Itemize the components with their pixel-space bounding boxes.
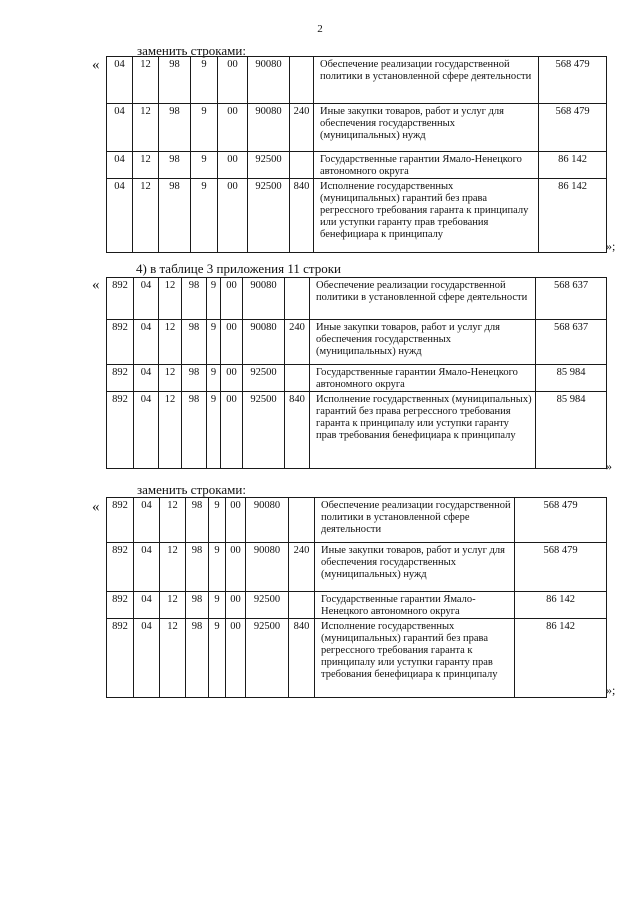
code-cell: 240 bbox=[290, 104, 314, 152]
code-cell: 892 bbox=[107, 543, 134, 592]
code-cell: 98 bbox=[186, 543, 209, 592]
code-cell: 12 bbox=[159, 392, 182, 469]
description-cell: Иные закупки товаров, работ и услуг для обеспечения государственных (муниципальных) нужд bbox=[310, 320, 536, 365]
code-cell: 00 bbox=[218, 152, 248, 179]
code-cell: 00 bbox=[221, 278, 243, 320]
amount-cell: 86 142 bbox=[515, 619, 607, 698]
code-cell: 92500 bbox=[246, 592, 289, 619]
budget-table bbox=[106, 56, 607, 253]
description-cell: Государственные гарантии Ямало-Ненецкого автономного округа bbox=[314, 152, 539, 179]
amount-cell: 86 142 bbox=[539, 179, 607, 253]
code-cell: 840 bbox=[290, 179, 314, 253]
code-cell: 840 bbox=[289, 619, 315, 698]
code-cell: 00 bbox=[226, 592, 246, 619]
table-row bbox=[107, 152, 607, 179]
code-cell: 92500 bbox=[243, 365, 285, 392]
code-cell: 92500 bbox=[243, 392, 285, 469]
amount-cell: 568 637 bbox=[536, 278, 607, 320]
code-cell: 04 bbox=[107, 152, 133, 179]
code-cell: 12 bbox=[133, 152, 159, 179]
code-cell: 892 bbox=[107, 365, 134, 392]
code-cell: 12 bbox=[159, 320, 182, 365]
code-cell: 892 bbox=[107, 320, 134, 365]
code-cell: 12 bbox=[159, 278, 182, 320]
code-cell bbox=[290, 152, 314, 179]
code-cell bbox=[290, 57, 314, 104]
code-cell: 00 bbox=[218, 57, 248, 104]
code-cell: 04 bbox=[134, 498, 160, 543]
code-cell: 90080 bbox=[246, 498, 289, 543]
table-row bbox=[107, 104, 607, 152]
description-cell: Обеспечение реализации государственной политики в установленной сфере деятельности bbox=[314, 57, 539, 104]
table-row bbox=[107, 320, 607, 365]
code-cell: 12 bbox=[133, 179, 159, 253]
budget-table bbox=[106, 497, 607, 698]
code-cell: 892 bbox=[107, 498, 134, 543]
code-cell: 892 bbox=[107, 278, 134, 320]
code-cell: 9 bbox=[191, 179, 218, 253]
table-row bbox=[107, 179, 607, 253]
code-cell: 90080 bbox=[243, 320, 285, 365]
code-cell: 00 bbox=[221, 392, 243, 469]
code-cell: 00 bbox=[226, 619, 246, 698]
code-cell: 00 bbox=[226, 543, 246, 592]
code-cell: 00 bbox=[221, 320, 243, 365]
code-cell: 90080 bbox=[248, 57, 290, 104]
code-cell: 12 bbox=[160, 498, 186, 543]
code-cell: 98 bbox=[182, 365, 207, 392]
code-cell: 98 bbox=[182, 392, 207, 469]
code-cell: 98 bbox=[186, 619, 209, 698]
code-cell: 12 bbox=[160, 619, 186, 698]
code-cell: 240 bbox=[285, 320, 310, 365]
description-cell: Государственные гарантии Ямало-Ненецкого автономного округа bbox=[310, 365, 536, 392]
code-cell bbox=[289, 498, 315, 543]
table-row bbox=[107, 543, 607, 592]
code-cell bbox=[289, 592, 315, 619]
amount-cell: 568 479 bbox=[515, 498, 607, 543]
open-quote: « bbox=[92, 277, 100, 293]
code-cell: 98 bbox=[182, 320, 207, 365]
code-cell: 12 bbox=[159, 365, 182, 392]
code-cell: 892 bbox=[107, 619, 134, 698]
code-cell: 90080 bbox=[246, 543, 289, 592]
code-cell: 9 bbox=[207, 365, 221, 392]
code-cell: 04 bbox=[107, 104, 133, 152]
code-cell: 9 bbox=[207, 392, 221, 469]
code-cell: 90080 bbox=[248, 104, 290, 152]
code-cell: 04 bbox=[134, 365, 159, 392]
description-cell: Обеспечение реализации государственной политики в установленной сфере деятельности bbox=[315, 498, 515, 543]
code-cell: 92500 bbox=[246, 619, 289, 698]
code-cell: 9 bbox=[207, 320, 221, 365]
code-cell: 98 bbox=[182, 278, 207, 320]
code-cell: 98 bbox=[186, 498, 209, 543]
table-row bbox=[107, 365, 607, 392]
section-caption: заменить строками: bbox=[137, 43, 246, 58]
code-cell: 98 bbox=[159, 104, 191, 152]
code-cell: 9 bbox=[209, 619, 226, 698]
code-cell bbox=[285, 278, 310, 320]
code-cell: 00 bbox=[218, 179, 248, 253]
description-cell: Исполнение государственных (муниципальных) гарантий без права регрессного требования гаранта к принципалу или уступки гаранту прав требования бенефициара к принципалу bbox=[315, 619, 515, 698]
description-cell: Исполнение государственных (муниципальных) гарантий без права регрессного требования гаранта к принципалу или уступки гаранту прав требования бенефициара к принципалу bbox=[310, 392, 536, 469]
code-cell: 840 bbox=[285, 392, 310, 469]
code-cell: 9 bbox=[191, 152, 218, 179]
code-cell: 00 bbox=[221, 365, 243, 392]
code-cell: 04 bbox=[134, 619, 160, 698]
description-cell: Иные закупки товаров, работ и услуг для обеспечения государственных (муниципальных) нужд bbox=[314, 104, 539, 152]
open-quote: « bbox=[92, 57, 100, 73]
code-cell: 9 bbox=[191, 104, 218, 152]
code-cell: 90080 bbox=[243, 278, 285, 320]
table-row bbox=[107, 619, 607, 698]
code-cell: 00 bbox=[226, 498, 246, 543]
page-number: 2 bbox=[317, 23, 323, 35]
description-cell: Исполнение государственных (муниципальных) гарантий без права регрессного требования гаранта к принципалу или уступки гаранту прав требования бенефициара к принципалу bbox=[314, 179, 539, 253]
amount-cell: 86 142 bbox=[539, 152, 607, 179]
code-cell: 9 bbox=[209, 543, 226, 592]
code-cell: 12 bbox=[160, 543, 186, 592]
code-cell: 04 bbox=[134, 592, 160, 619]
code-cell: 12 bbox=[133, 104, 159, 152]
code-cell: 98 bbox=[159, 152, 191, 179]
code-cell: 04 bbox=[107, 179, 133, 253]
table-row bbox=[107, 57, 607, 104]
code-cell: 9 bbox=[207, 278, 221, 320]
code-cell: 9 bbox=[191, 57, 218, 104]
code-cell: 04 bbox=[134, 320, 159, 365]
amount-cell: 85 984 bbox=[536, 392, 607, 469]
amount-cell: 568 479 bbox=[515, 543, 607, 592]
code-cell: 892 bbox=[107, 392, 134, 469]
description-cell: Обеспечение реализации государственной политики в установленной сфере деятельности bbox=[310, 278, 536, 320]
open-quote: « bbox=[92, 499, 100, 515]
table-row bbox=[107, 592, 607, 619]
description-cell: Иные закупки товаров, работ и услуг для обеспечения государственных (муниципальных) нужд bbox=[315, 543, 515, 592]
code-cell: 98 bbox=[159, 179, 191, 253]
code-cell: 9 bbox=[209, 592, 226, 619]
close-mark: »; bbox=[606, 683, 616, 697]
code-cell: 04 bbox=[134, 278, 159, 320]
amount-cell: 568 479 bbox=[539, 104, 607, 152]
amount-cell: 85 984 bbox=[536, 365, 607, 392]
code-cell: 12 bbox=[160, 592, 186, 619]
description-cell: Государственные гарантии Ямало-Ненецкого автономного округа bbox=[315, 592, 515, 619]
code-cell: 98 bbox=[159, 57, 191, 104]
code-cell: 12 bbox=[133, 57, 159, 104]
section-caption: заменить строками: bbox=[137, 482, 246, 497]
code-cell: 98 bbox=[186, 592, 209, 619]
close-mark: » bbox=[606, 459, 612, 473]
amount-cell: 568 637 bbox=[536, 320, 607, 365]
table-row bbox=[107, 498, 607, 543]
close-mark: »; bbox=[606, 239, 616, 253]
code-cell: 04 bbox=[107, 57, 133, 104]
table-row bbox=[107, 392, 607, 469]
amount-cell: 86 142 bbox=[515, 592, 607, 619]
code-cell: 9 bbox=[209, 498, 226, 543]
code-cell: 04 bbox=[134, 543, 160, 592]
code-cell: 892 bbox=[107, 592, 134, 619]
amount-cell: 568 479 bbox=[539, 57, 607, 104]
code-cell: 92500 bbox=[248, 152, 290, 179]
code-cell: 00 bbox=[218, 104, 248, 152]
section-caption: 4) в таблице 3 приложения 11 строки bbox=[136, 261, 341, 276]
budget-table bbox=[106, 277, 607, 469]
code-cell: 240 bbox=[289, 543, 315, 592]
code-cell: 04 bbox=[134, 392, 159, 469]
table-row bbox=[107, 278, 607, 320]
code-cell bbox=[285, 365, 310, 392]
code-cell: 92500 bbox=[248, 179, 290, 253]
